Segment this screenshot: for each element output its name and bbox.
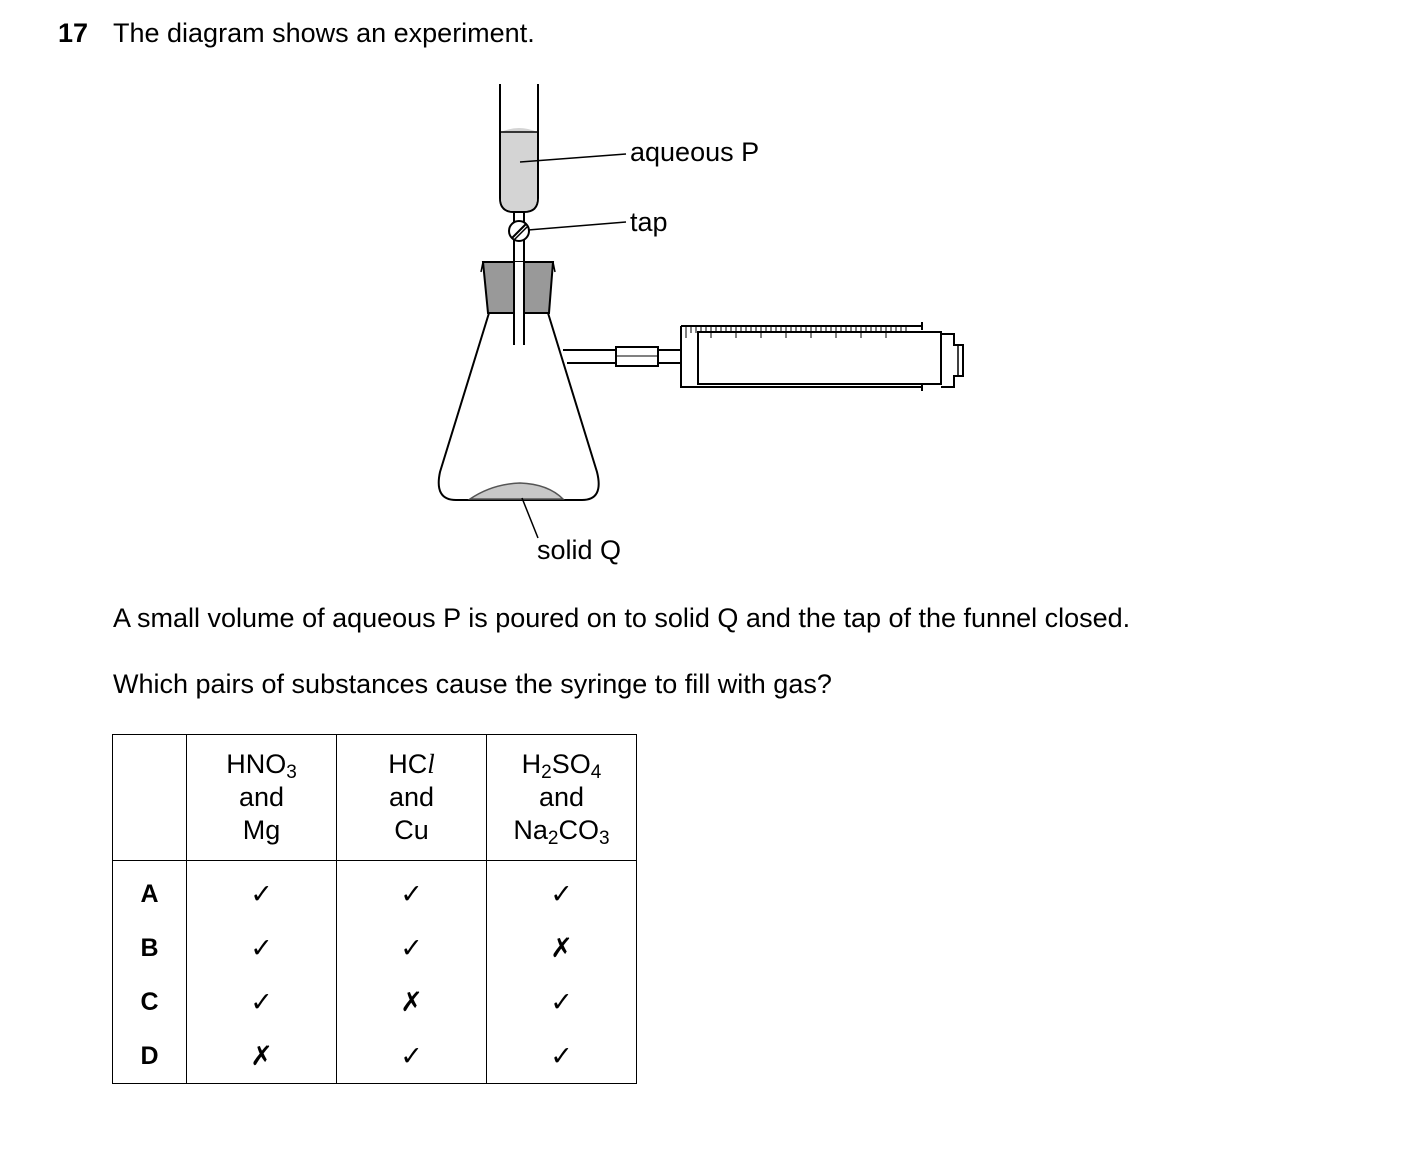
conical-flask xyxy=(439,313,599,500)
option-key: D xyxy=(113,1029,187,1084)
gas-syringe xyxy=(681,322,963,391)
question-number: 17 xyxy=(58,18,89,48)
aqueous-liquid xyxy=(501,128,537,211)
solid-q xyxy=(470,483,563,499)
header-pair-3 xyxy=(487,735,637,861)
label-tap: tap xyxy=(630,207,668,237)
header-row xyxy=(113,735,637,861)
mark-cell: ✓ xyxy=(187,921,337,975)
option-key: A xyxy=(113,861,187,922)
header-3-and: and xyxy=(538,782,585,812)
option-row-c[interactable] xyxy=(113,975,637,1029)
leader-tap xyxy=(528,222,626,230)
option-row-b[interactable] xyxy=(113,921,637,975)
mark-cell: ✓ xyxy=(337,861,487,922)
mark-cell: ✓ xyxy=(487,975,637,1029)
option-key: B xyxy=(113,921,187,975)
header-1-reactant: Mg xyxy=(242,815,281,845)
side-arm xyxy=(563,347,681,366)
answer-table xyxy=(112,734,637,1084)
tap xyxy=(509,221,529,241)
mark-cell: ✓ xyxy=(187,975,337,1029)
option-key: C xyxy=(113,975,187,1029)
leader-solid xyxy=(522,498,538,538)
mark-cell: ✓ xyxy=(337,921,487,975)
mark-cell: ✓ xyxy=(487,1029,637,1084)
question-intro: The diagram shows an experiment. xyxy=(113,18,535,48)
mark-cell: ✓ xyxy=(337,1029,487,1084)
header-pair-2 xyxy=(337,735,487,861)
mark-cell: ✗ xyxy=(337,975,487,1029)
header-2-reactant: Cu xyxy=(394,815,429,845)
label-solid-q: solid Q xyxy=(537,535,622,565)
header-1-and: and xyxy=(238,782,285,812)
mark-cell: ✓ xyxy=(487,861,637,922)
header-2-and: and xyxy=(388,782,435,812)
header-blank xyxy=(113,735,187,861)
header-3-acid: $H_2SO_4$ xyxy=(521,749,602,783)
header-2-acid: HCl xyxy=(388,749,435,779)
label-aqueous-p: aqueous P xyxy=(630,137,760,167)
option-row-d[interactable] xyxy=(113,1029,637,1084)
option-row-a[interactable] xyxy=(113,861,637,922)
question-statement: A small volume of aqueous P is poured on to solid Q and the tap of the funnel closed. xyxy=(113,603,1131,633)
rubber-stopper xyxy=(481,262,555,314)
mark-cell: ✗ xyxy=(187,1029,337,1084)
mark-cell: ✓ xyxy=(187,861,337,922)
header-pair-1 xyxy=(187,735,337,861)
mark-cell: ✗ xyxy=(487,921,637,975)
header-3-reactant: $Na_2CO_3$ xyxy=(513,815,610,849)
header-1-acid: $HNO_3$ xyxy=(226,749,297,783)
question-prompt: Which pairs of substances cause the syringe to fill with gas? xyxy=(113,669,832,699)
